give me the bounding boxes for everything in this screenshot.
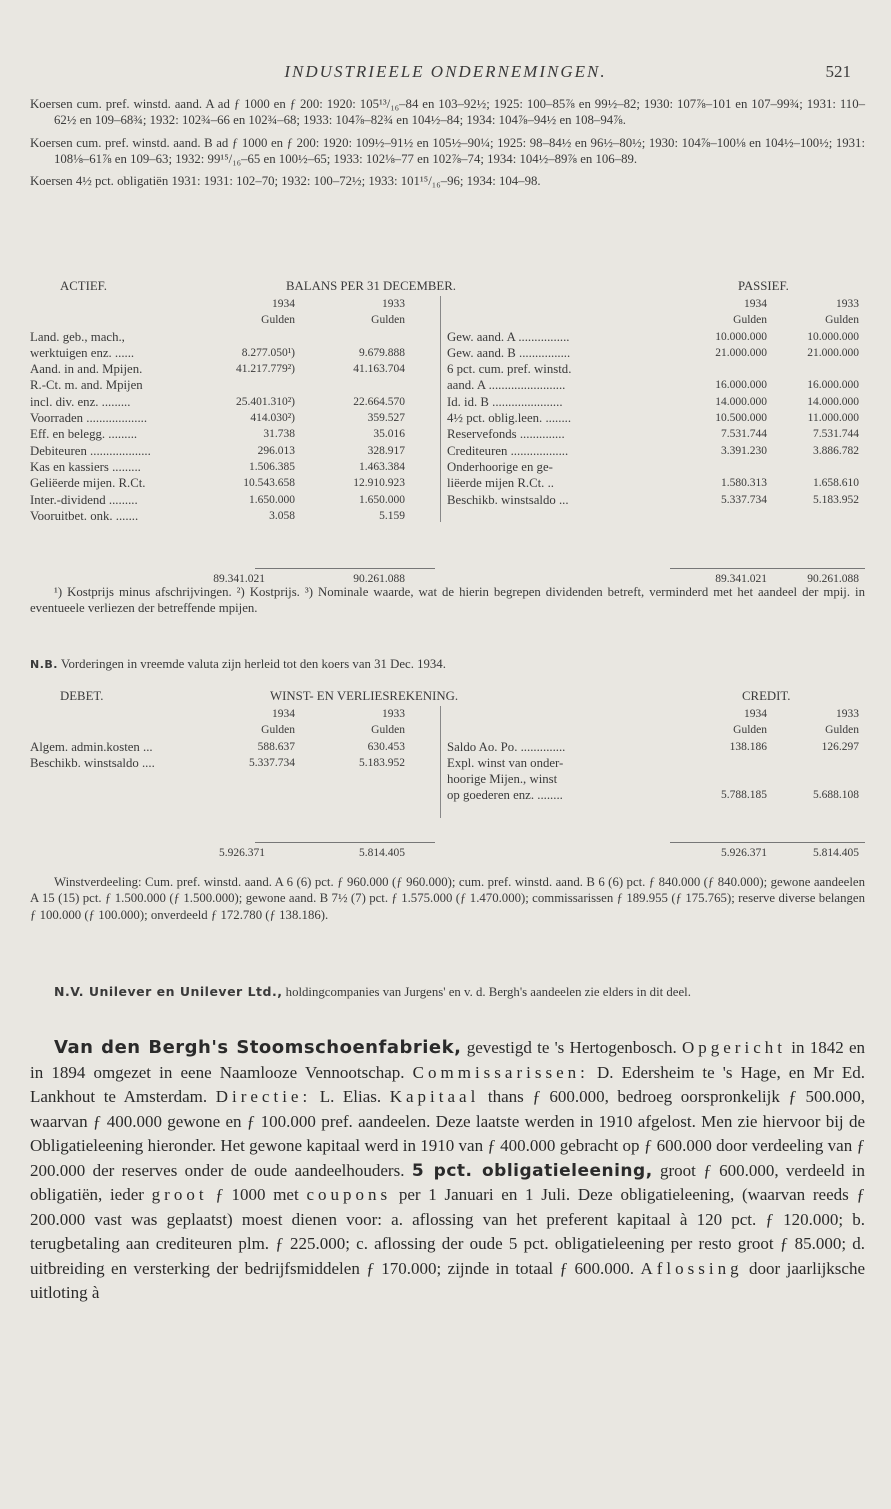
unilever-entry bbox=[30, 984, 865, 1000]
debit-rows bbox=[30, 739, 435, 772]
debit-total-1934: 5.926.371 bbox=[219, 847, 265, 859]
row-label: Expl. winst van onder- bbox=[447, 755, 564, 770]
vandenbergh-text: door jaarlijksche uitloting à bbox=[30, 1258, 865, 1302]
credit-total-1933: 5.814.405 bbox=[813, 847, 859, 859]
assets-year-row bbox=[30, 296, 435, 312]
vandenbergh-text: thans ƒ 600.000, bedroeg oorspronkelijk ƒ 500.000, waarvan ƒ 400.000 gewone en ƒ 100.000 pref. aandeelen. Deze laatste werden in 1910 afgelost. Men zie hiervoor bij de Obligatieleening hieronder. Het gewone kapitaal werd in 1910 van ƒ 400.000 gebracht op ƒ 600.000 door verdeeling van ƒ 200.000 der reserves onder de oude aandeelhouders. bbox=[30, 1087, 865, 1180]
debit-column bbox=[30, 706, 435, 771]
value-1934: 1.506.385 bbox=[249, 460, 295, 473]
value-1934: 3.391.230 bbox=[721, 444, 767, 457]
value-1933: 21.000.000 bbox=[807, 346, 859, 359]
value-1934: 3.058 bbox=[269, 509, 295, 522]
balance-center-title: BALANS PER 31 DECEMBER. bbox=[286, 279, 456, 293]
value-1933: 3.886.782 bbox=[813, 444, 859, 457]
nb-note bbox=[30, 656, 865, 673]
value-1933: 359.527 bbox=[367, 412, 405, 425]
value-1933: 5.159 bbox=[379, 509, 405, 522]
row-label: Onderhoorige en ge- bbox=[447, 459, 553, 474]
table-row bbox=[447, 377, 865, 393]
debit-total-1933: 5.814.405 bbox=[359, 847, 405, 859]
footnote-text: ¹) Kostprijs minus afschrijvingen. ²) Kostprijs. ³) Nominale waarde, wat de hierin begrepen dividenden betreft, verminderd met het aandeel der mpij. in eventueele verliezen der betreffende mpijen. bbox=[30, 585, 865, 616]
value-1934: 10.000.000 bbox=[715, 330, 767, 343]
value-1933: 5.688.108 bbox=[813, 789, 859, 802]
table-row bbox=[30, 329, 435, 345]
row-label: Geliëerde mijen. R.Ct. bbox=[30, 476, 146, 491]
value-1934: 588.637 bbox=[257, 740, 295, 753]
row-label: Gew. aand. A ................ bbox=[447, 329, 570, 344]
credit-year-row bbox=[447, 706, 865, 722]
table-row bbox=[447, 426, 865, 442]
year-1933: 1933 bbox=[382, 298, 405, 310]
row-label: 6 pct. cum. pref. winstd. bbox=[447, 362, 572, 377]
value-1933: 14.000.000 bbox=[807, 395, 859, 408]
value-1933: 7.531.744 bbox=[813, 428, 859, 441]
table-row bbox=[30, 394, 435, 410]
assets-total-1933: 90.261.088 bbox=[353, 573, 405, 585]
value-1933: 5.183.952 bbox=[359, 756, 405, 769]
table-row bbox=[447, 329, 865, 345]
pl-columns bbox=[30, 706, 865, 859]
table-row bbox=[30, 377, 435, 393]
quote-paragraph: Koersen cum. pref. winstd. aand. B ad ƒ 1000 en ƒ 200: 1920: 109½–91½ en 105½–90¼; 1925: 98–84½ en 96½–80½; 1930: 104⅞–100⅛ en 104½–100½; 1931: 108⅛–61⅞ en 109–63; 1932: 99¹⁵/₁₆–65 en 100½–65; 1933: 102⅛–77 en 102⅞–74; 1934: 104½–89⅞ en 106–89. bbox=[30, 135, 865, 166]
nb-text: Vorderingen in vreemde valuta zijn herleid tot den koers van 31 Dec. 1934. bbox=[60, 657, 446, 671]
keyword-coupons: coupons bbox=[306, 1185, 392, 1204]
row-label: Vooruitbet. onk. ....... bbox=[30, 508, 139, 523]
table-row bbox=[30, 755, 435, 771]
value-1934: 138.186 bbox=[729, 740, 767, 753]
unit-label: Gulden bbox=[825, 314, 859, 327]
table-row bbox=[30, 410, 435, 426]
table-row bbox=[447, 475, 865, 491]
balance-columns bbox=[30, 296, 865, 585]
table-row bbox=[447, 443, 865, 459]
quote-paragraph: Koersen cum. pref. winstd. aand. A ad ƒ 1000 en ƒ 200: 1920: 105¹³/₁₆–84 en 103–92½; 1925: 100–85⅞ en 99½–82; 1930: 107⅞–101 en 107–99¾; 1931: 110–62½ en 109–68¾; 1932: 102¾–66 en 102¾–68; 1933: 104⅞–82¾ en 104½–84; 1934: 104⅞–94½ en 108–94⅞. bbox=[30, 97, 865, 128]
pl-header bbox=[30, 688, 865, 706]
value-1934: 296.013 bbox=[257, 444, 295, 457]
table-row bbox=[30, 426, 435, 442]
value-1934: 5.788.185 bbox=[721, 789, 767, 802]
value-1933: 630.453 bbox=[367, 740, 405, 753]
table-row bbox=[447, 787, 865, 803]
value-1934: 14.000.000 bbox=[715, 395, 767, 408]
row-label: Saldo Ao. Po. .............. bbox=[447, 739, 566, 754]
quote-paragraph: Koersen 4½ pct. obligatiën 1931: 1931: 102–70; 1932: 100–72½; 1933: 101¹⁵/₁₆–96; 1934: 104–98. bbox=[30, 174, 541, 189]
table-row bbox=[30, 361, 435, 377]
row-label: Aand. in and. Mpijen. bbox=[30, 362, 143, 377]
vandenbergh-text: D. Edersheim te 's Hage, en Mr Ed. Lankhout te Amsterdam. bbox=[30, 1062, 865, 1106]
vandenbergh-text: L. Elias. bbox=[311, 1087, 390, 1106]
pl-center-title: WINST- EN VERLIESREKENING. bbox=[270, 689, 459, 703]
table-row bbox=[447, 771, 865, 787]
value-1934: 7.531.744 bbox=[721, 428, 767, 441]
unit-label: Gulden bbox=[261, 724, 295, 737]
value-1934: 414.030²) bbox=[250, 412, 295, 425]
table-row bbox=[447, 410, 865, 426]
winstverdeeling-text: Winstverdeeling: Cum. pref. winstd. aand. A 6 (6) pct. ƒ 960.000 (ƒ 960.000); cum. pref. winstd. aand. B 6 (6) pct. ƒ 840.000 (ƒ 840.000); gewone aandeelen A 15 (15) pct. ƒ 1.500.000 (ƒ 1.500.000); gewone aand. B 7½ (7) pct. ƒ 1.575.000 (ƒ 1.470.000); commissarissen ƒ 189.955 (ƒ 175.765); reserve diverse belangen ƒ 100.000 (ƒ 100.000); onverdeeld ƒ 172.780 (ƒ 138.186). bbox=[30, 875, 865, 922]
table-row bbox=[447, 492, 865, 508]
value-1934: 5.337.734 bbox=[721, 493, 767, 506]
vandenbergh-entry bbox=[30, 1036, 865, 1306]
debit-year-row bbox=[30, 706, 435, 722]
row-label: Land. geb., mach., bbox=[30, 329, 125, 344]
value-1933: 22.664.570 bbox=[353, 395, 405, 408]
nb-label: N.B. bbox=[30, 658, 58, 671]
table-row bbox=[447, 459, 865, 475]
row-label: liëerde mijen R.Ct. .. bbox=[447, 476, 554, 491]
vandenbergh-text: per 1 Januari en 1 Juli. Deze obligatieleening, (waarvan reeds ƒ 200.000 vast was geplaatst) moest dienen voor: a. aflossing van het preferent kapitaal à 120 pct. ƒ 120.000; b. terugbetaling aan crediteuren plm. ƒ 225.000; c. aflossing der oude 5 pct. obligatieleening per resto groot ƒ 85.000; d. uitbreiding en versterking der bedrijfsmiddelen ƒ 170.000; zijnde in totaal ƒ 600.000. bbox=[30, 1185, 865, 1278]
row-label: Kas en kassiers ......... bbox=[30, 459, 141, 474]
assets-unit-row bbox=[30, 312, 435, 328]
value-1934: 5.337.734 bbox=[249, 756, 295, 769]
liabilities-total-1934: 89.341.021 bbox=[715, 573, 767, 585]
unit-label: Gulden bbox=[371, 314, 405, 327]
liabilities-unit-row bbox=[447, 312, 865, 328]
assets-column bbox=[30, 296, 435, 524]
value-1933: 1.463.384 bbox=[359, 460, 405, 473]
year-1933: 1933 bbox=[836, 708, 859, 720]
row-label: Eff. en belegg. ......... bbox=[30, 427, 138, 442]
quotes-block bbox=[30, 96, 865, 189]
value-1934: 10.543.658 bbox=[243, 477, 295, 490]
totals-rule bbox=[255, 568, 435, 569]
value-1934: 16.000.000 bbox=[715, 379, 767, 392]
credit-rows bbox=[447, 739, 865, 804]
value-1934: 10.500.000 bbox=[715, 412, 767, 425]
value-1933: 1.650.000 bbox=[359, 493, 405, 506]
table-row bbox=[30, 475, 435, 491]
table-row bbox=[30, 492, 435, 508]
keyword-groot: groot bbox=[151, 1185, 208, 1204]
table-row bbox=[30, 508, 435, 524]
credit-column bbox=[440, 706, 865, 818]
balance-footnote bbox=[30, 584, 865, 617]
liabilities-year-row bbox=[447, 296, 865, 312]
profit-loss-account bbox=[30, 688, 865, 859]
unit-label: Gulden bbox=[733, 724, 767, 737]
value-1934: 1.650.000 bbox=[249, 493, 295, 506]
balance-header bbox=[30, 278, 865, 296]
value-1933: 16.000.000 bbox=[807, 379, 859, 392]
row-label: Reservefonds .............. bbox=[447, 427, 565, 442]
vandenbergh-name: Van den Bergh's Stoomschoenfabriek, bbox=[54, 1037, 462, 1058]
year-1934: 1934 bbox=[272, 298, 295, 310]
keyword-directie: Directie: bbox=[215, 1087, 312, 1106]
row-label: Crediteuren .................. bbox=[447, 443, 569, 458]
value-1933: 126.297 bbox=[821, 740, 859, 753]
running-header: INDUSTRIEELE ONDERNEMINGEN. bbox=[284, 62, 607, 81]
totals-rule bbox=[670, 842, 865, 843]
year-1934: 1934 bbox=[272, 708, 295, 720]
page-number: 521 bbox=[825, 62, 851, 81]
row-label: werktuigen enz. ...... bbox=[30, 345, 135, 360]
row-label: Algem. admin.kosten ... bbox=[30, 739, 153, 754]
table-row bbox=[30, 739, 435, 755]
row-label: Beschikb. winstsaldo .... bbox=[30, 755, 155, 770]
value-1933: 5.183.952 bbox=[813, 493, 859, 506]
keyword-commissarissen: Commissarissen: bbox=[412, 1062, 589, 1082]
unilever-text: holdingcompanies van Jurgens' en v. d. Bergh's aandeelen zie elders in dit deel. bbox=[285, 985, 691, 999]
row-label: 4½ pct. oblig.leen. ........ bbox=[447, 411, 572, 426]
liabilities-total-1933: 90.261.088 bbox=[807, 573, 859, 585]
table-row bbox=[30, 345, 435, 361]
year-1934: 1934 bbox=[744, 298, 767, 310]
totals-rule bbox=[670, 568, 865, 569]
row-label: Gew. aand. B ................ bbox=[447, 345, 571, 360]
balance-sheet bbox=[30, 278, 865, 585]
table-row bbox=[447, 394, 865, 410]
pl-left-title: DEBET. bbox=[60, 689, 104, 703]
row-label: incl. div. enz. ......... bbox=[30, 394, 131, 409]
totals-rule bbox=[255, 842, 435, 843]
unilever-name: N.V. Unilever en Unilever Ltd., bbox=[54, 984, 283, 999]
vandenbergh-text: ƒ 1000 met bbox=[207, 1185, 307, 1204]
value-1934: 41.217.779²) bbox=[235, 363, 295, 376]
value-1933: 41.163.704 bbox=[353, 363, 405, 376]
row-label: R.-Ct. m. and. Mpijen bbox=[30, 378, 143, 393]
pl-right-title: CREDIT. bbox=[742, 689, 791, 703]
vandenbergh-text: groot ƒ 600.000, verdeeld in obligatiën, ieder bbox=[30, 1160, 866, 1204]
assets-rows bbox=[30, 329, 435, 525]
row-label: Id. id. B ...................... bbox=[447, 394, 563, 409]
year-1934: 1934 bbox=[744, 708, 767, 720]
keyword-opgericht: Opgericht bbox=[681, 1038, 786, 1057]
row-label: Beschikb. winstsaldo ... bbox=[447, 492, 569, 507]
value-1933: 11.000.000 bbox=[807, 412, 859, 425]
liabilities-rows bbox=[447, 329, 865, 508]
pl-totals-row bbox=[30, 842, 865, 860]
keyword-kapitaal: Kapitaal bbox=[389, 1087, 480, 1106]
row-label: op goederen enz. ........ bbox=[447, 788, 563, 803]
unit-label: Gulden bbox=[825, 724, 859, 737]
credit-unit-row bbox=[447, 722, 865, 738]
year-1933: 1933 bbox=[382, 708, 405, 720]
table-row bbox=[447, 755, 865, 771]
unit-label: Gulden bbox=[261, 314, 295, 327]
value-1933: 10.000.000 bbox=[807, 330, 859, 343]
assets-total-1934: 89.341.021 bbox=[213, 573, 265, 585]
balance-left-title: ACTIEF. bbox=[60, 279, 107, 293]
value-1934: 25.401.310²) bbox=[235, 395, 295, 408]
debit-unit-row bbox=[30, 722, 435, 738]
row-label: hoorige Mijen., winst bbox=[447, 772, 558, 787]
vandenbergh-text: in 1842 en in 1894 omgezet in eene Naamlooze Vennootschap. bbox=[30, 1038, 866, 1082]
winstverdeeling bbox=[30, 874, 865, 923]
value-1933: 35.016 bbox=[373, 428, 405, 441]
value-1933: 9.679.888 bbox=[359, 346, 405, 359]
vandenbergh-text: gevestigd te 's Hertogenbosch. bbox=[461, 1038, 682, 1057]
credit-total-1934: 5.926.371 bbox=[721, 847, 767, 859]
table-row bbox=[447, 361, 865, 377]
table-row bbox=[30, 459, 435, 475]
unit-label: Gulden bbox=[371, 724, 405, 737]
table-row bbox=[30, 443, 435, 459]
table-row bbox=[447, 345, 865, 361]
value-1934: 21.000.000 bbox=[715, 346, 767, 359]
unit-label: Gulden bbox=[733, 314, 767, 327]
row-label: Debiteuren ................... bbox=[30, 443, 151, 458]
keyword-obligatieleening: 5 pct. obligatieleening, bbox=[411, 1160, 653, 1181]
row-label: Inter.-dividend ......... bbox=[30, 492, 138, 507]
value-1933: 328.917 bbox=[367, 444, 405, 457]
row-label: aand. A ........................ bbox=[447, 378, 566, 393]
value-1934: 1.580.313 bbox=[721, 477, 767, 490]
keyword-aflossing: Aflossing bbox=[640, 1258, 743, 1278]
table-row bbox=[447, 739, 865, 755]
balance-right-title: PASSIEF. bbox=[738, 279, 789, 293]
value-1934: 31.738 bbox=[263, 428, 295, 441]
value-1933: 12.910.923 bbox=[353, 477, 405, 490]
row-label: Voorraden ................... bbox=[30, 411, 148, 426]
value-1933: 1.658.610 bbox=[813, 477, 859, 490]
year-1933: 1933 bbox=[836, 298, 859, 310]
liabilities-column bbox=[440, 296, 865, 522]
value-1934: 8.277.050¹) bbox=[241, 346, 295, 359]
